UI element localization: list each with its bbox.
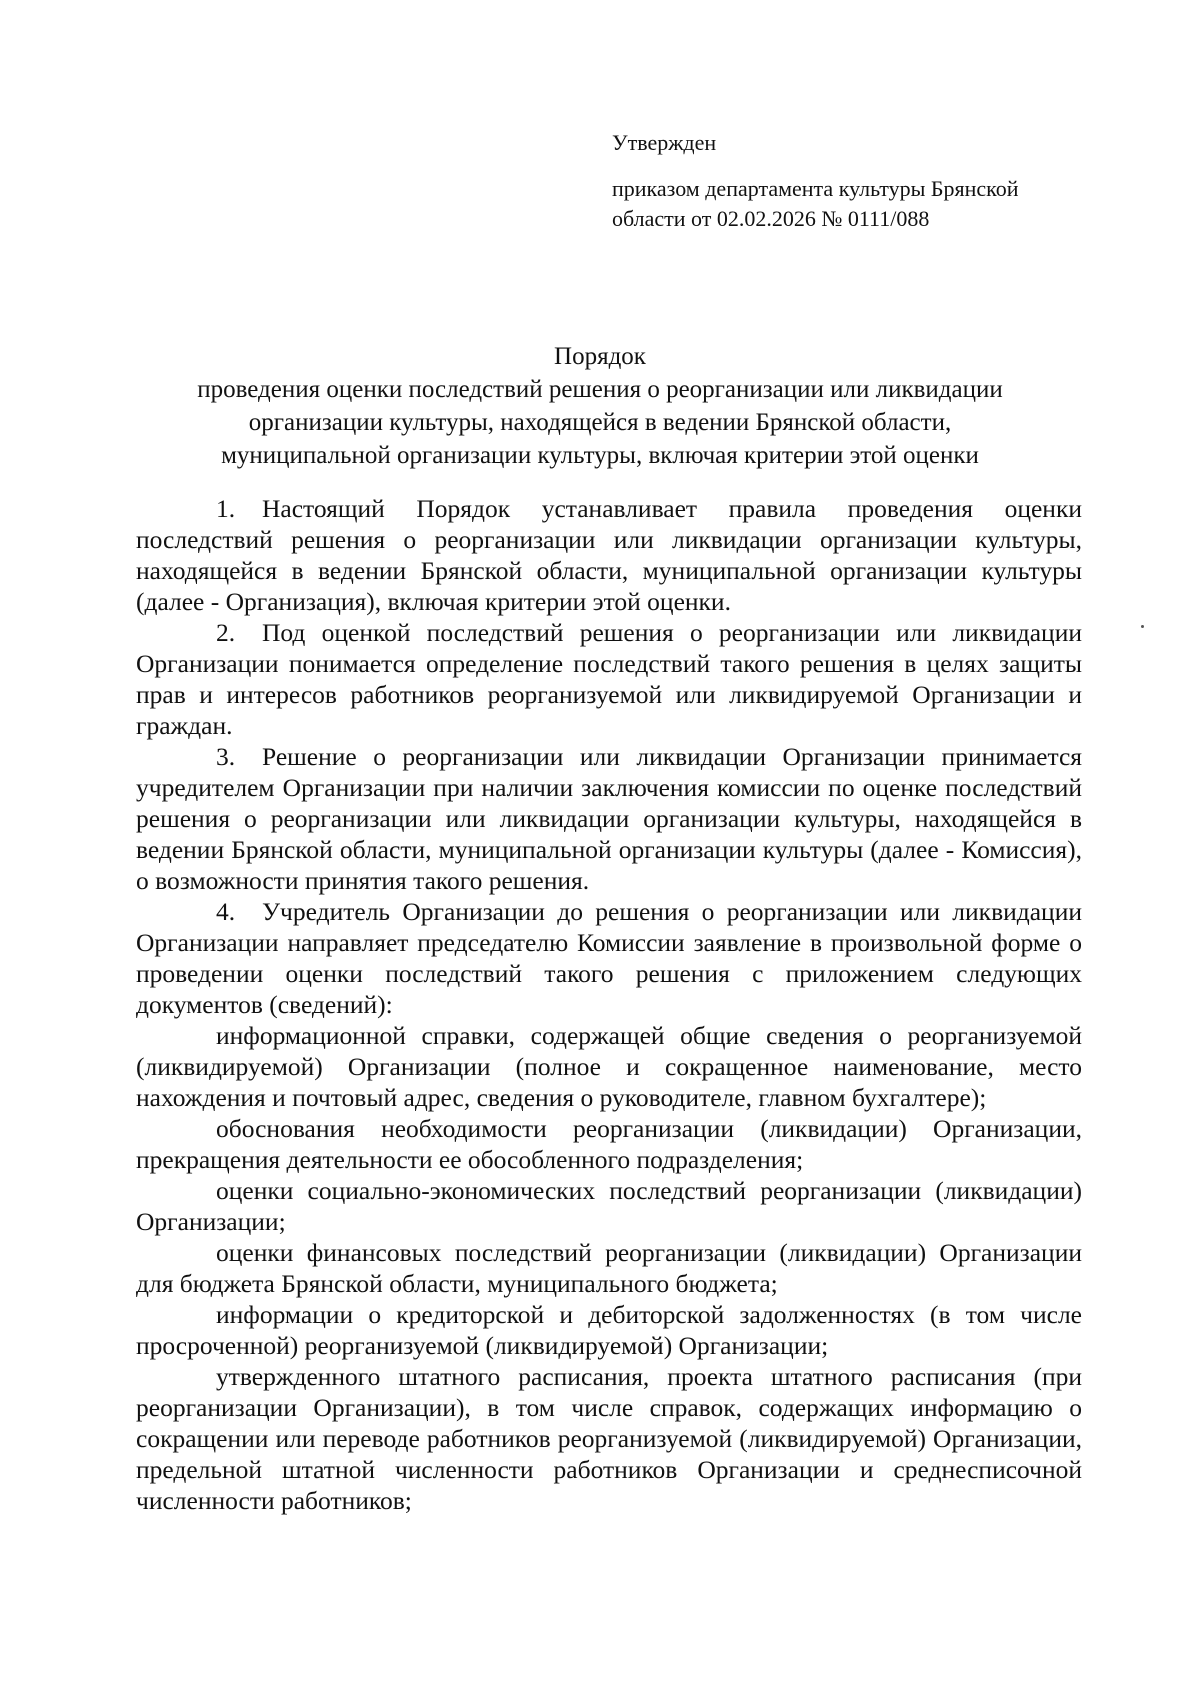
scan-speck xyxy=(1141,625,1144,628)
title-line: проведения оценки последствий решения о реорганизации или ликвидации xyxy=(197,376,1003,403)
approval-block xyxy=(612,128,1092,234)
paragraph-text: Настоящий Порядок устанавливает правила проведения оценки последствий решения о реорганизации или ликвидации организации культуры, находящейся в ведении Брянской области, муниципальной организации культуры (далее - Организация), включая критерии этой оценки. xyxy=(136,494,1082,616)
list-item: оценки финансовых последствий реорганизации (ликвидации) Организации для бюджета Брянской области, муниципального бюджета; xyxy=(136,1238,1082,1298)
numbered-paragraph xyxy=(136,617,1082,741)
numbered-paragraph xyxy=(136,493,1082,617)
list-item: оценки социально-экономических последствий реорганизации (ликвидации) Организации; xyxy=(136,1176,1082,1236)
paragraph-number: 2. xyxy=(216,618,236,647)
paragraph-number: 1. xyxy=(216,494,236,523)
title-main: Порядок xyxy=(554,343,646,370)
numbered-paragraph xyxy=(136,741,1082,896)
numbered-paragraph xyxy=(136,896,1082,1020)
title-line: муниципальной организации культуры, включая критерии этой оценки xyxy=(221,442,979,469)
approved-label: Утвержден xyxy=(612,130,717,155)
paragraph-text: Учредитель Организации до решения о реорганизации или ликвидации Организации направляет председателю Комиссии заявление в произвольной форме о проведении оценки последствий такого решения с приложением следующих документов (сведений): xyxy=(136,897,1082,1019)
document-title xyxy=(120,340,1080,472)
list-item: информации о кредиторской и дебиторской задолженностях (в том числе просроченной) реорганизуемой (ликвидируемой) Организации; xyxy=(136,1300,1082,1360)
paragraph-text: Решение о реорганизации или ликвидации Организации принимается учредителем Организации при наличии заключения комиссии по оценке последствий решения о реорганизации или ликвидации организации культуры, находящейся в ведении Брянской области, муниципальной организации культуры (далее - Комиссия), о возможности принятия такого решения. xyxy=(136,742,1082,895)
list-item: утвержденного штатного расписания, проекта штатного расписания (при реорганизации Организации), в том числе справок, содержащих информацию о сокращении или переводе работников реорганизуемой (ликвидируемой) Организации, предельной штатной численности работников Организации и среднесписочной численности работников; xyxy=(136,1362,1082,1515)
approved-by-order: приказом департамента культуры Брянской области от 02.02.2026 № 0111/088 xyxy=(612,176,1019,231)
paragraph-text: Под оценкой последствий решения о реорганизации или ликвидации Организации понимается определение последствий такого решения в целях защиты прав и интересов работников реорганизуемой или ликвидируемой Организации и граждан. xyxy=(136,618,1082,740)
list-item: обоснования необходимости реорганизации (ликвидации) Организации, прекращения деятельности ее обособленного подразделения; xyxy=(136,1114,1082,1174)
document-body xyxy=(136,493,1082,1516)
title-line: организации культуры, находящейся в ведении Брянской области, xyxy=(248,409,952,436)
paragraph-number: 3. xyxy=(216,742,236,771)
paragraph-number: 4. xyxy=(216,897,236,926)
list-item: информационной справки, содержащей общие сведения о реорганизуемой (ликвидируемой) Организации (полное и сокращенное наименование, место нахождения и почтовый адрес, сведения о руководителе, главном бухгалтере); xyxy=(136,1021,1082,1112)
